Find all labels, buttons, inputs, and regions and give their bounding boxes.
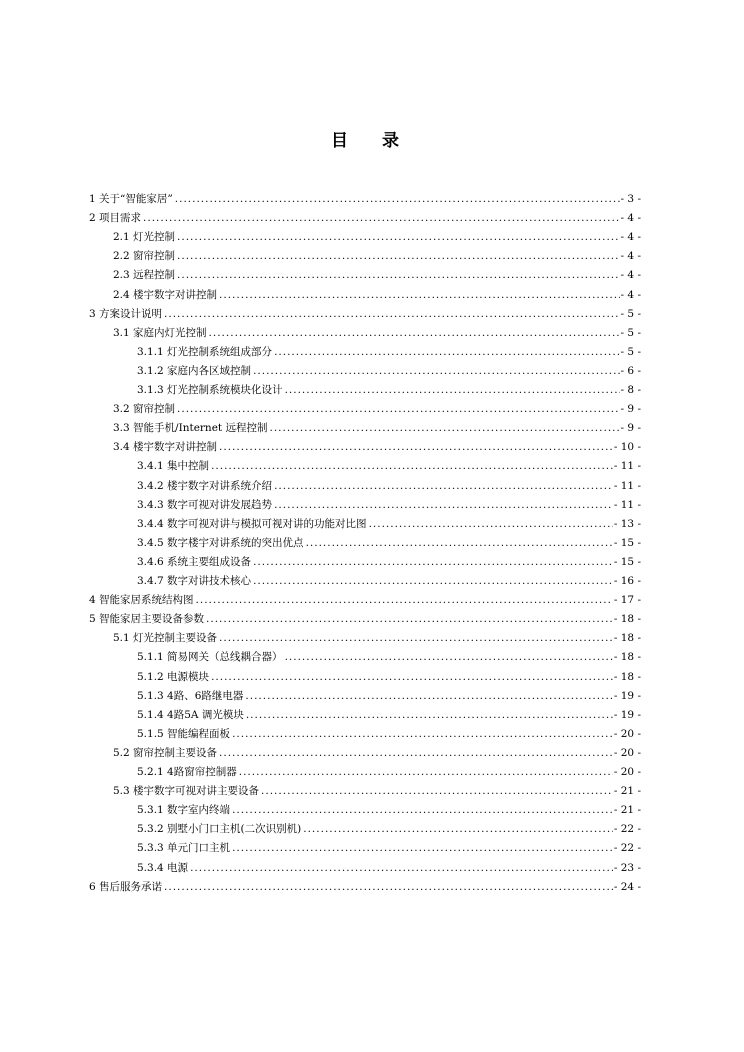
toc-leader-dots [306, 536, 613, 551]
toc-entry[interactable] [137, 459, 641, 474]
toc-entry-page: - 11 - [613, 460, 641, 473]
toc-entry[interactable] [137, 383, 641, 398]
toc-entry-page: - 4 - [620, 212, 641, 225]
toc-leader-dots [369, 517, 613, 532]
toc-entry[interactable] [113, 288, 641, 303]
toc-entry-label: 1 关于“智能家居” [89, 193, 173, 205]
toc-leader-dots [143, 211, 620, 226]
toc-leader-dots [285, 383, 620, 398]
toc-entry-label: 5.1.5 智能编程面板 [137, 727, 231, 740]
toc-entry-label: 5 智能家居主要设备参数 [89, 613, 205, 626]
toc-entry-page: - 21 - [613, 785, 641, 798]
toc-entry-page: - 10 - [613, 441, 641, 454]
toc-entry[interactable] [89, 307, 641, 322]
toc-entry-page: - 9 - [620, 403, 641, 416]
toc-leader-dots [177, 268, 620, 283]
toc-entry-page: - 13 - [613, 517, 641, 530]
toc-leader-dots [211, 670, 613, 685]
toc-entry-page: - 18 - [613, 613, 641, 626]
toc-entry-label: 3 方案设计说明 [89, 307, 163, 320]
toc-entry-label: 5.3.1 数字室内终端 [137, 804, 231, 817]
toc-entry[interactable] [137, 536, 641, 551]
toc-entry[interactable] [137, 479, 641, 494]
toc-entry[interactable] [113, 746, 641, 761]
toc-entry-label: 5.1.4 4路5A 调光模块 [137, 708, 244, 721]
toc-entry[interactable] [137, 727, 641, 742]
toc-entry[interactable] [137, 517, 641, 532]
toc-entry-page: - 5 - [620, 307, 641, 320]
toc-leader-dots [164, 880, 613, 895]
toc-entry[interactable] [89, 211, 641, 226]
toc-entry-label: 3.1 家庭内灯光控制 [113, 326, 207, 339]
toc-leader-dots [246, 708, 613, 723]
toc-entry-label: 2.4 楼宇数字对讲控制 [113, 288, 218, 301]
toc-entry-label: 5.2.1 4路窗帘控制器 [137, 766, 237, 778]
toc-entry[interactable] [137, 650, 641, 665]
toc-entry[interactable] [137, 689, 641, 704]
toc-leader-dots [219, 631, 613, 646]
toc-leader-dots [245, 689, 612, 704]
toc-entry-label: 5.1.1 简易网关（总线耦合器） [137, 651, 283, 664]
toc-entry[interactable] [113, 268, 641, 283]
toc-entry-label: 3.4.7 数字对讲技术核心 [137, 575, 252, 587]
toc-entry-page: - 18 - [613, 632, 641, 645]
toc-entry[interactable] [89, 612, 641, 627]
toc-entry-label: 3.4 楼宇数字对讲控制 [113, 441, 218, 454]
toc-entry-label: 6 售后服务承诺 [89, 880, 163, 893]
toc-leader-dots [303, 822, 613, 837]
toc-entry[interactable] [113, 326, 641, 341]
toc-entry[interactable] [137, 670, 641, 685]
toc-entry-page: - 22 - [613, 823, 641, 836]
toc-leader-dots [274, 498, 613, 513]
toc-leader-dots [274, 479, 613, 494]
toc-entry-page: - 15 - [613, 555, 641, 568]
toc-leader-dots [253, 364, 619, 379]
toc-entry[interactable] [137, 765, 641, 780]
toc-entry[interactable] [137, 861, 641, 876]
toc-leader-dots [232, 727, 613, 742]
toc-leader-dots [253, 574, 613, 589]
toc-entry-label: 3.1.1 灯光控制系统组成部分 [137, 345, 273, 358]
toc-entry-label: 3.3 智能手机/Internet 远程控制 [113, 422, 268, 435]
toc-leader-dots [269, 421, 619, 436]
toc-entry-label: 4 智能家居系统结构图 [89, 594, 194, 607]
toc-entry-page: - 11 - [613, 498, 641, 511]
toc-entry-page: - 20 - [613, 746, 641, 759]
toc-leader-dots [177, 230, 620, 245]
toc-entry[interactable] [137, 708, 641, 723]
toc-leader-dots [274, 345, 619, 360]
toc-entry[interactable] [137, 555, 641, 570]
toc-leader-dots [164, 307, 620, 322]
toc-entry[interactable] [113, 421, 641, 436]
toc-leader-dots [177, 402, 620, 417]
toc-entry-page: - 18 - [613, 651, 641, 664]
toc-entry[interactable] [89, 192, 641, 207]
toc-leader-dots [196, 593, 613, 608]
toc-leader-dots [190, 861, 613, 876]
toc-leader-dots [232, 841, 613, 856]
toc-entry-page: - 11 - [613, 479, 641, 492]
toc-leader-dots [209, 326, 620, 341]
toc-entry-label: 3.4.2 楼宇数字对讲系统介绍 [137, 479, 273, 492]
toc-entry-label: 5.2 窗帘控制主要设备 [113, 746, 218, 759]
toc-leader-dots [175, 192, 620, 207]
toc-entry-page: - 6 - [620, 364, 641, 377]
toc-entry[interactable] [137, 364, 641, 379]
toc-entry[interactable] [89, 880, 641, 895]
toc-entry-label: 2 项目需求 [89, 212, 142, 225]
toc-entry-label: 3.4.3 数字可视对讲发展趋势 [137, 498, 273, 511]
toc-entry-page: - 19 - [613, 708, 641, 721]
toc-entry[interactable] [113, 784, 641, 799]
toc-leader-dots [253, 555, 613, 570]
toc-entry-label: 5.3.3 单元门口主机 [137, 842, 231, 855]
toc-entry-label: 3.2 窗帘控制 [113, 403, 176, 416]
toc-entry-label: 3.4.6 系统主要组成设备 [137, 555, 252, 568]
toc-entry[interactable] [137, 841, 641, 856]
toc-entry-page: - 20 - [613, 727, 641, 740]
toc-entry-label: 5.1.2 电源模块 [137, 670, 210, 683]
toc-entry-page: - 5 - [620, 345, 641, 358]
toc-entry[interactable] [89, 593, 641, 608]
toc-entry[interactable] [137, 345, 641, 360]
toc-entry[interactable] [113, 230, 641, 245]
toc-leader-dots [261, 784, 613, 799]
toc-entry-page: - 3 - [620, 193, 641, 205]
toc-entry-page: - 4 - [620, 269, 641, 282]
toc-entry-page: - 23 - [613, 861, 641, 874]
toc-entry-page: - 4 - [620, 231, 641, 244]
toc-entry-page: - 20 - [613, 766, 641, 778]
toc-entry[interactable] [137, 498, 641, 513]
toc-entry-page: - 21 - [613, 804, 641, 817]
toc-entry[interactable] [113, 402, 641, 417]
toc-leader-dots [206, 612, 613, 627]
toc-entry-page: - 4 - [620, 288, 641, 301]
toc-leader-dots [211, 459, 613, 474]
toc-entry-label: 3.4.4 数字可视对讲与模拟可视对讲的功能对比图 [137, 517, 367, 530]
toc-entry-page: - 18 - [613, 670, 641, 683]
toc-entry-page: - 8 - [620, 384, 641, 396]
toc-entry-label: 5.3.2 别墅小门口主机(二次识别机) [137, 823, 302, 836]
toc-entry-label: 2.2 窗帘控制 [113, 250, 176, 263]
toc-entry-page: - 17 - [613, 594, 641, 607]
toc-entry[interactable] [113, 631, 641, 646]
toc-leader-dots [239, 765, 613, 780]
toc-entry[interactable] [137, 803, 641, 818]
page-title: 目 录 [331, 131, 413, 151]
toc-entry-label: 2.3 远程控制 [113, 269, 176, 282]
toc-entry-label: 5.1 灯光控制主要设备 [113, 632, 218, 645]
toc-entry-label: 5.3 楼宇数字可视对讲主要设备 [113, 785, 260, 798]
toc-entry-page: - 16 - [613, 575, 641, 587]
toc-entry-page: - 5 - [620, 326, 641, 339]
toc-entry-page: - 4 - [620, 250, 641, 263]
toc-leader-dots [219, 746, 613, 761]
toc-entry-page: - 24 - [613, 880, 641, 893]
toc-entry-page: - 9 - [620, 422, 641, 435]
toc-leader-dots [232, 803, 613, 818]
toc-leader-dots [285, 650, 613, 665]
toc-entry-page: - 15 - [613, 536, 641, 549]
toc-entry-label: 5.1.3 4路、6路继电器 [137, 689, 244, 702]
toc-entry-page: - 22 - [613, 842, 641, 855]
toc-entry[interactable] [113, 440, 641, 455]
toc-entry[interactable] [137, 822, 641, 837]
toc-leader-dots [219, 288, 620, 303]
toc-entry-label: 5.3.4 电源 [137, 861, 189, 874]
toc-leader-dots [177, 249, 620, 264]
toc-entry[interactable] [137, 574, 641, 589]
toc-entry-label: 3.4.5 数字楼宇对讲系统的突出优点 [137, 536, 304, 549]
toc-entry[interactable] [113, 249, 641, 264]
toc-entry-label: 2.1 灯光控制 [113, 231, 176, 244]
toc-entry-label: 3.1.3 灯光控制系统模块化设计 [137, 384, 283, 396]
toc-leader-dots [219, 440, 613, 455]
toc-entry-page: - 19 - [613, 689, 641, 702]
toc-entry-label: 3.4.1 集中控制 [137, 460, 210, 473]
toc-entry-label: 3.1.2 家庭内各区域控制 [137, 364, 252, 377]
